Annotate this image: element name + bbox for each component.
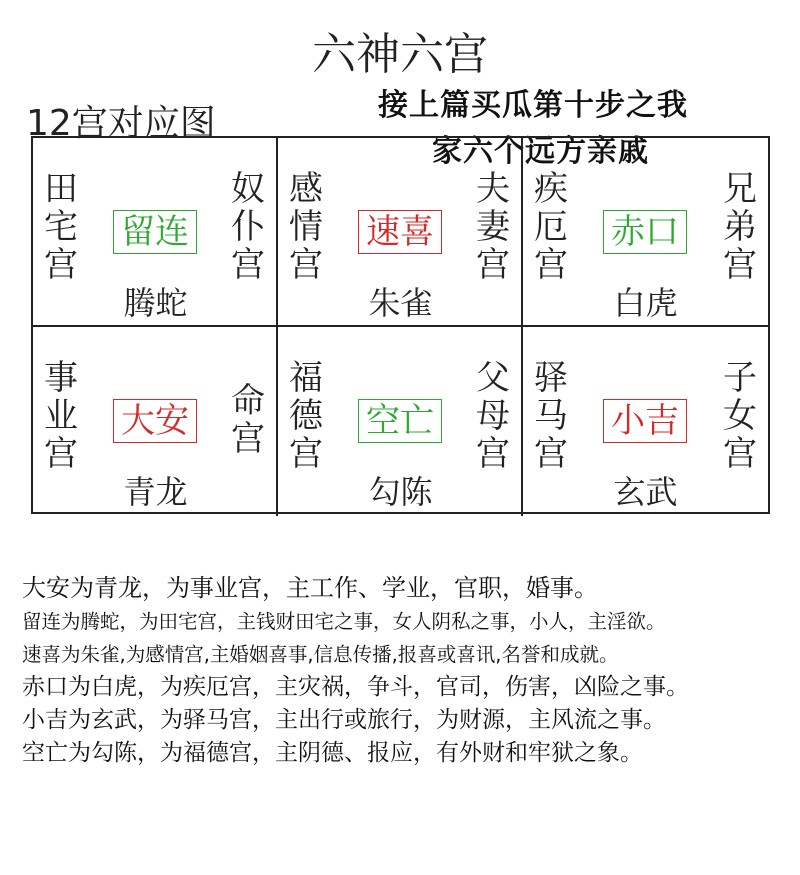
palace-cell (523, 327, 768, 516)
palace-name-right (228, 382, 268, 458)
palace-name-char: 驿 (534, 358, 568, 398)
palace-name-right (473, 170, 513, 284)
palace-name-left (41, 170, 81, 284)
palace-name-right (473, 359, 513, 473)
page-title: 六神六宫 (312, 29, 488, 80)
palace-name-left (531, 170, 571, 284)
oracle-label: 空亡 (358, 399, 442, 443)
description-list (22, 572, 792, 770)
description-line: 大安为青龙，为事业宫，主工作、学业，官职，婚事。 (22, 574, 598, 602)
palace-name-char: 宫 (44, 434, 78, 474)
palace-name-left (286, 170, 326, 284)
palace-name-right (228, 170, 268, 284)
palace-cell (523, 138, 768, 327)
palace-cell (33, 138, 278, 327)
palace-name-char: 宫 (534, 245, 568, 285)
overlay-caption-line-1: 接上篇买瓜第十步之我 (378, 88, 688, 123)
palace-name-char: 女 (723, 396, 757, 436)
palace-name-left (531, 359, 571, 473)
palace-name-char: 兄 (723, 169, 757, 209)
overlay-caption-line-2: 家六个远方亲戚 (432, 134, 649, 169)
chart-subtitle: 12宫对应图 (26, 103, 216, 144)
palace-cell (278, 138, 523, 327)
palace-name-char: 情 (289, 207, 323, 247)
oracle-label: 速喜 (358, 210, 442, 254)
oracle-label: 大安 (113, 399, 197, 443)
description-line: 小吉为玄武，为驿马宫，主出行或旅行，为财源，主风流之事。 (22, 707, 666, 733)
oracle-label: 留连 (113, 210, 197, 254)
palace-name-char: 宫 (476, 434, 510, 474)
palace-name-char: 田 (44, 169, 78, 209)
oracle-label: 小吉 (603, 399, 687, 443)
palace-name-char: 夫 (476, 169, 510, 209)
palace-name-char: 马 (534, 396, 568, 436)
spirit-name: 朱雀 (368, 284, 433, 322)
palace-cell (278, 327, 523, 516)
palace-name-char: 仆 (231, 207, 265, 247)
palace-name-left (286, 359, 326, 473)
palace-name-char: 宫 (231, 419, 265, 459)
palace-name-char: 宅 (44, 207, 78, 247)
palace-name-char: 宫 (723, 245, 757, 285)
description-line: 空亡为勾陈，为福德宫，主阴德、报应，有外财和牢狱之象。 (22, 740, 643, 766)
spirit-name: 玄武 (613, 473, 678, 511)
palace-name-right (720, 170, 760, 284)
oracle-label: 赤口 (603, 210, 687, 254)
palace-name-char: 事 (44, 358, 78, 398)
palace-name-left (41, 359, 81, 473)
palace-name-char: 命 (231, 381, 265, 421)
palace-cell (33, 327, 278, 516)
palace-name-char: 宫 (231, 245, 265, 285)
spirit-name: 青龙 (123, 473, 188, 511)
palace-name-char: 福 (289, 358, 323, 398)
spirit-name: 勾陈 (368, 473, 433, 511)
spirit-name: 白虎 (613, 284, 678, 322)
palace-name-char: 疾 (534, 169, 568, 209)
spirit-name: 腾蛇 (123, 284, 188, 322)
palace-name-char: 宫 (289, 434, 323, 474)
palace-name-char: 弟 (723, 207, 757, 247)
palace-grid (31, 136, 770, 514)
palace-name-char: 德 (289, 396, 323, 436)
palace-name-char: 母 (476, 396, 510, 436)
description-line: 速喜为朱雀,为感情宫,主婚姻喜事,信息传播,报喜或喜讯,名誉和成就。 (22, 643, 619, 666)
palace-name-char: 厄 (534, 207, 568, 247)
palace-name-char: 宫 (44, 245, 78, 285)
palace-name-char: 妻 (476, 207, 510, 247)
palace-name-char: 宫 (476, 245, 510, 285)
palace-name-right (720, 359, 760, 473)
palace-name-char: 父 (476, 358, 510, 398)
palace-name-char: 子 (723, 358, 757, 398)
description-line: 留连为腾蛇，为田宅宫，主钱财田宅之事，女人阴私之事，小人，主淫欲。 (22, 610, 666, 633)
palace-name-char: 奴 (231, 169, 265, 209)
palace-name-char: 感 (289, 169, 323, 209)
palace-name-char: 宫 (723, 434, 757, 474)
palace-name-char: 业 (44, 396, 78, 436)
palace-name-char: 宫 (534, 434, 568, 474)
description-line: 赤口为白虎，为疾厄宫，主灾祸，争斗，官司，伤害，凶险之事。 (22, 674, 689, 700)
palace-name-char: 宫 (289, 245, 323, 285)
